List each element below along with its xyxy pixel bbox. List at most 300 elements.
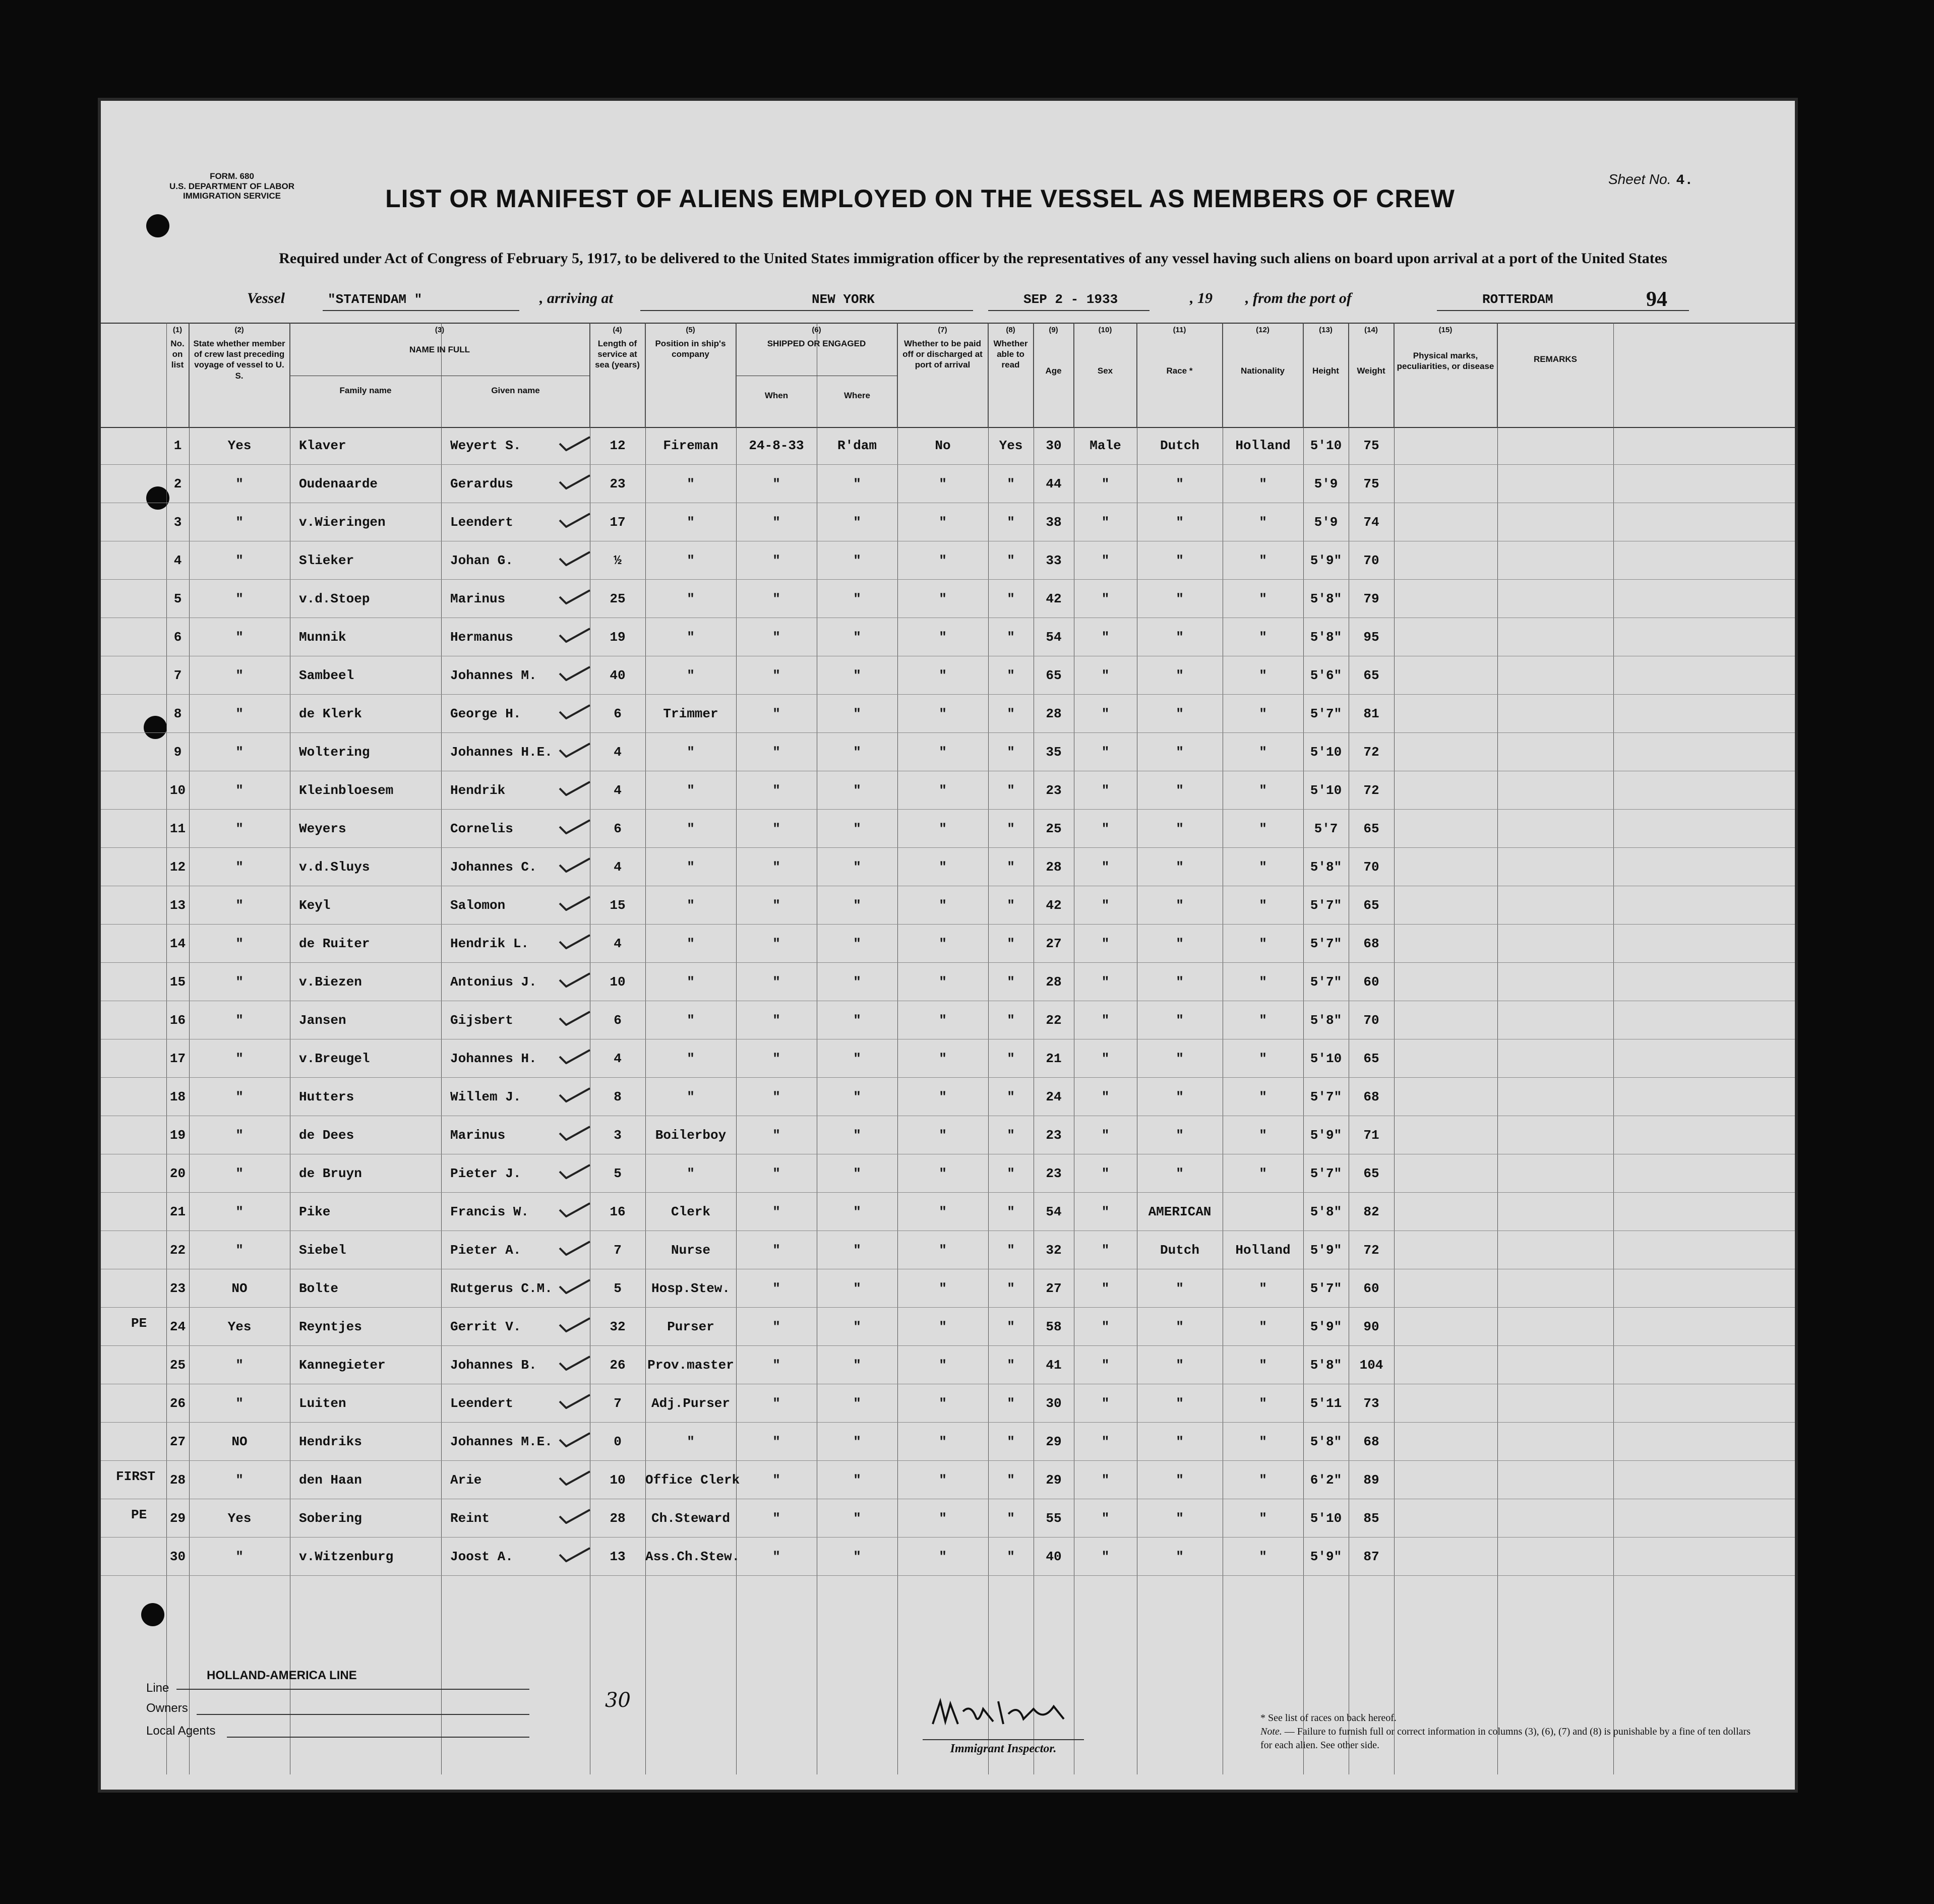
cell-read: " [1007, 1051, 1015, 1066]
cell-prev: " [235, 783, 244, 798]
cell-service: 7 [614, 1243, 622, 1258]
cell-weight: 85 [1363, 1511, 1379, 1526]
cell-paid: " [939, 821, 947, 836]
cell-position: " [687, 783, 695, 798]
table-row [101, 962, 1795, 1001]
cell-paid: " [939, 783, 947, 798]
table-row [101, 1039, 1795, 1078]
line-label: Line [146, 1681, 169, 1695]
table-row [101, 579, 1795, 618]
cell-prev: " [235, 1243, 244, 1258]
cell-given: Arie [450, 1472, 482, 1488]
cell-given: Rutgerus C.M. [450, 1281, 553, 1296]
cell-given: Willem J. [450, 1089, 521, 1104]
cell-race: AMERICAN [1148, 1204, 1212, 1219]
cell-race: " [1176, 974, 1184, 990]
cell-family: Munnik [299, 630, 346, 645]
cell-height: 5'10 [1310, 438, 1342, 453]
cell-weight: 87 [1363, 1549, 1379, 1564]
cell-age: 65 [1046, 668, 1062, 683]
cell-sex: " [1101, 1281, 1110, 1296]
cell-height: 5'8" [1310, 630, 1342, 645]
cell-age: 27 [1046, 936, 1062, 951]
cell-no: 1 [173, 438, 182, 453]
cell-service: 32 [610, 1319, 626, 1334]
cell-read: " [1007, 1013, 1015, 1028]
note-label: Note. [1260, 1726, 1282, 1737]
punch-hole [141, 1603, 164, 1626]
table-row [101, 1231, 1795, 1269]
cell-paid: " [939, 1281, 947, 1296]
col-given-name: Given name [491, 386, 540, 395]
cell-age: 42 [1046, 591, 1062, 606]
checkmark [557, 934, 592, 949]
cell-sex: " [1101, 783, 1110, 798]
cell-height: 5'6" [1310, 668, 1342, 683]
cell-sex: Male [1090, 438, 1121, 453]
cell-given: Cornelis [450, 821, 513, 836]
cell-nat: " [1259, 1511, 1267, 1526]
cell-race: " [1176, 1358, 1184, 1373]
cell-given: Hendrik L. [450, 936, 529, 951]
col-nationality: (12) Nationality [1223, 324, 1303, 427]
cell-height: 5'9" [1310, 1128, 1342, 1143]
checkmark [557, 704, 592, 719]
cell-weight: 71 [1363, 1128, 1379, 1143]
cell-no: 27 [169, 1434, 186, 1449]
table-row [101, 503, 1795, 541]
cell-no: 23 [169, 1281, 186, 1296]
cell-where: R'dam [837, 438, 877, 453]
cell-height: 5'9" [1310, 1243, 1342, 1258]
cell-read: " [1007, 1319, 1015, 1334]
underline [988, 310, 1150, 311]
col-read: (8) Whether able to read [988, 324, 1034, 427]
cell-when: " [772, 1051, 780, 1066]
cell-sex: " [1101, 745, 1110, 760]
cell-no: 24 [169, 1319, 186, 1334]
cell-sex: " [1101, 1549, 1110, 1564]
table-row [101, 1154, 1795, 1193]
cell-service: 23 [610, 476, 626, 492]
cell-no: 13 [169, 898, 186, 913]
cell-weight: 70 [1363, 1013, 1379, 1028]
cell-age: 23 [1046, 1166, 1062, 1181]
cell-where: " [853, 821, 861, 836]
cell-where: " [853, 630, 861, 645]
cell-no: 14 [169, 936, 186, 951]
cell-family: de Ruiter [299, 936, 370, 951]
cell-read: " [1007, 1166, 1015, 1181]
checkmark [557, 1356, 592, 1371]
cell-nat: " [1259, 668, 1267, 683]
cell-position: Clerk [671, 1204, 710, 1219]
checkmark [557, 1011, 592, 1026]
cell-no: 30 [169, 1549, 186, 1564]
cell-race: " [1176, 553, 1184, 568]
cell-nat: " [1259, 974, 1267, 990]
cell-sex: " [1101, 1511, 1110, 1526]
line-value: HOLLAND-AMERICA LINE [207, 1669, 357, 1682]
checkmark [557, 743, 592, 758]
service-name: IMMIGRATION SERVICE [183, 191, 281, 201]
cell-paid: " [939, 1434, 947, 1449]
checkmark [557, 1547, 592, 1562]
cell-service: 5 [614, 1281, 622, 1296]
cell-age: 23 [1046, 1128, 1062, 1143]
cell-given: Johannes H.E. [450, 745, 553, 760]
cell-height: 5'7 [1314, 821, 1338, 836]
cell-race: " [1176, 1128, 1184, 1143]
cell-service: 4 [614, 859, 622, 875]
cell-read: " [1007, 1434, 1015, 1449]
cell-where: " [853, 1013, 861, 1028]
cell-height: 5'7" [1310, 1166, 1342, 1181]
cell-no: 9 [173, 745, 182, 760]
cell-position: " [687, 859, 695, 875]
table-row [101, 426, 1795, 465]
cell-where: " [853, 1434, 861, 1449]
cell-paid: No [935, 438, 951, 453]
cell-weight: 81 [1363, 706, 1379, 721]
cell-read: " [1007, 783, 1015, 798]
cell-paid: " [939, 1089, 947, 1104]
cell-prev: " [235, 591, 244, 606]
cell-prev: " [235, 936, 244, 951]
cell-service: 25 [610, 591, 626, 606]
cell-height: 5'8" [1310, 591, 1342, 606]
cell-paid: " [939, 1128, 947, 1143]
cell-service: 26 [610, 1358, 626, 1373]
cell-age: 41 [1046, 1358, 1062, 1373]
cell-paid: " [939, 706, 947, 721]
cell-weight: 95 [1363, 630, 1379, 645]
cell-race: " [1176, 1549, 1184, 1564]
cell-sex: " [1101, 668, 1110, 683]
cell-weight: 90 [1363, 1319, 1379, 1334]
cell-prev: " [235, 630, 244, 645]
cell-paid: " [939, 1358, 947, 1373]
cell-family: Kleinbloesem [299, 783, 394, 798]
cell-family: Pike [299, 1204, 331, 1219]
cell-nat: Holland [1235, 438, 1291, 453]
cell-where: " [853, 1128, 861, 1143]
cell-family: de Klerk [299, 706, 362, 721]
cell-height: 5'7" [1310, 974, 1342, 990]
cell-given: Hendrik [450, 783, 506, 798]
cell-position: " [687, 745, 695, 760]
cell-no: 29 [169, 1511, 186, 1526]
cell-paid: " [939, 591, 947, 606]
cell-prev: " [235, 1051, 244, 1066]
cell-height: 5'7" [1310, 1089, 1342, 1104]
cell-race: " [1176, 1319, 1184, 1334]
cell-family: de Bruyn [299, 1166, 362, 1181]
cell-height: 5'9 [1314, 476, 1338, 492]
cell-when: " [772, 821, 780, 836]
manifest-sheet [101, 101, 1795, 1790]
cell-given: Johan G. [450, 553, 513, 568]
cell-sex: " [1101, 821, 1110, 836]
cell-sex: " [1101, 515, 1110, 530]
cell-race: " [1176, 1166, 1184, 1181]
cell-given: Pieter J. [450, 1166, 521, 1181]
immigrant-inspector-label: Immigrant Inspector. [923, 1739, 1084, 1756]
checkmark [557, 1394, 592, 1409]
cell-weight: 70 [1363, 859, 1379, 875]
cell-where: " [853, 1396, 861, 1411]
cell-paid: " [939, 630, 947, 645]
underline [640, 310, 973, 311]
cell-age: 27 [1046, 1281, 1062, 1296]
cell-age: 29 [1046, 1434, 1062, 1449]
checkmark [557, 666, 592, 681]
cell-height: 5'8" [1310, 1434, 1342, 1449]
cell-nat: " [1259, 821, 1267, 836]
col-remarks: REMARKS [1534, 354, 1577, 364]
cell-weight: 79 [1363, 591, 1379, 606]
cell-when: " [772, 515, 780, 530]
cell-age: 22 [1046, 1013, 1062, 1028]
cell-nat: Holland [1235, 1243, 1291, 1258]
cell-paid: " [939, 476, 947, 492]
cell-paid: " [939, 515, 947, 530]
cell-given: Pieter A. [450, 1243, 521, 1258]
cell-read: " [1007, 515, 1015, 530]
cell-height: 5'8" [1310, 1013, 1342, 1028]
cell-service: 4 [614, 745, 622, 760]
cell-read: " [1007, 1281, 1015, 1296]
cell-when: " [772, 859, 780, 875]
cell-sex: " [1101, 1013, 1110, 1028]
cell-read: " [1007, 553, 1015, 568]
cell-given: Gijsbert [450, 1013, 513, 1028]
cell-height: 5'9" [1310, 1549, 1342, 1564]
cell-when: 24-8-33 [749, 438, 804, 453]
cell-no: 4 [173, 553, 182, 568]
cell-family: Woltering [299, 745, 370, 760]
cell-service: ½ [614, 553, 622, 568]
underline [227, 1737, 529, 1738]
col-age: (9) Age [1034, 324, 1074, 427]
cell-service: 28 [610, 1511, 626, 1526]
col-race: (11) Race * [1137, 324, 1223, 427]
cell-height: 6'2" [1310, 1472, 1342, 1488]
page-number: 94 [1646, 288, 1667, 311]
vessel-name: "STATENDAM " [328, 292, 422, 307]
cell-read: " [1007, 591, 1015, 606]
checkmark [557, 589, 592, 604]
cell-height: 5'10 [1310, 1051, 1342, 1066]
cell-no: 11 [169, 821, 186, 836]
checkmark [557, 1241, 592, 1256]
cell-read: Yes [999, 438, 1023, 453]
cell-where: " [853, 1358, 861, 1373]
cell-weight: 60 [1363, 974, 1379, 990]
footnote [1260, 1711, 1765, 1752]
cell-nat: " [1259, 936, 1267, 951]
cell-service: 6 [614, 821, 622, 836]
cell-prev: " [235, 859, 244, 875]
cell-race: " [1176, 745, 1184, 760]
cell-no: 3 [173, 515, 182, 530]
cell-where: " [853, 1204, 861, 1219]
cell-position: Office Clerk [645, 1472, 740, 1488]
cell-nat: " [1259, 1013, 1267, 1028]
cell-weight: 72 [1363, 783, 1379, 798]
cell-family: Oudenaarde [299, 476, 378, 492]
cell-age: 30 [1046, 438, 1062, 453]
cell-family: Hendriks [299, 1434, 362, 1449]
cell-service: 15 [610, 898, 626, 913]
underline [323, 310, 519, 311]
checkmark [557, 474, 592, 489]
cell-where: " [853, 1051, 861, 1066]
cell-when: " [772, 668, 780, 683]
race-footnote: * See list of races on back hereof. [1260, 1712, 1397, 1724]
cell-read: " [1007, 898, 1015, 913]
cell-sex: " [1101, 553, 1110, 568]
form-number: FORM. 680 [210, 171, 254, 181]
cell-nat: " [1259, 1166, 1267, 1181]
cell-position: " [687, 553, 695, 568]
cell-weight: 65 [1363, 821, 1379, 836]
cell-nat: " [1259, 515, 1267, 530]
cell-prev: Yes [227, 438, 252, 453]
table-row [101, 732, 1795, 771]
cell-nat: " [1259, 553, 1267, 568]
cell-given: Marinus [450, 591, 506, 606]
cell-age: 54 [1046, 1204, 1062, 1219]
cell-read: " [1007, 936, 1015, 951]
cell-age: 58 [1046, 1319, 1062, 1334]
cell-sex: " [1101, 1396, 1110, 1411]
cell-weight: 74 [1363, 515, 1379, 530]
cell-given: George H. [450, 706, 521, 721]
cell-read: " [1007, 706, 1015, 721]
cell-race: " [1176, 706, 1184, 721]
cell-no: 8 [173, 706, 182, 721]
cell-age: 30 [1046, 1396, 1062, 1411]
checkmark [557, 781, 592, 796]
cell-family: Reyntjes [299, 1319, 362, 1334]
cell-when: " [772, 1204, 780, 1219]
cell-position: Nurse [671, 1243, 710, 1258]
cell-prev: Yes [227, 1511, 252, 1526]
cell-where: " [853, 936, 861, 951]
inspector-signature [928, 1694, 1069, 1734]
cell-race: " [1176, 630, 1184, 645]
cell-sex: " [1101, 591, 1110, 606]
cell-age: 32 [1046, 1243, 1062, 1258]
cell-service: 6 [614, 706, 622, 721]
cell-position: " [687, 1013, 695, 1028]
cell-where: " [853, 476, 861, 492]
cell-where: " [853, 745, 861, 760]
col-where: Where [844, 391, 870, 400]
cell-where: " [853, 1089, 861, 1104]
checkmark [557, 1432, 592, 1447]
cell-nat: " [1259, 745, 1267, 760]
margin-note: FIRST [116, 1469, 156, 1484]
cell-position: Prov.master [647, 1358, 734, 1373]
cell-race: " [1176, 898, 1184, 913]
cell-where: " [853, 706, 861, 721]
cell-given: Gerrit V. [450, 1319, 521, 1334]
cell-service: 4 [614, 936, 622, 951]
cell-sex: " [1101, 1243, 1110, 1258]
cell-sex: " [1101, 974, 1110, 990]
cell-when: " [772, 936, 780, 951]
checkmark [557, 436, 592, 451]
cell-service: 0 [614, 1434, 622, 1449]
cell-height: 5'9" [1310, 1319, 1342, 1334]
checkmark [557, 1202, 592, 1217]
cell-weight: 73 [1363, 1396, 1379, 1411]
cell-when: " [772, 1434, 780, 1449]
handwritten-total: 30 [605, 1689, 631, 1712]
cell-nat: " [1259, 1051, 1267, 1066]
cell-read: " [1007, 668, 1015, 683]
cell-paid: " [939, 1166, 947, 1181]
cell-no: 10 [169, 783, 186, 798]
cell-prev: " [235, 553, 244, 568]
cell-prev: " [235, 1013, 244, 1028]
checkmark [557, 513, 592, 528]
cell-height: 5'7" [1310, 1281, 1342, 1296]
owners-label: Owners [146, 1701, 188, 1715]
cell-position: Trimmer [663, 706, 718, 721]
cell-given: Johannes B. [450, 1358, 537, 1373]
cell-position: Hosp.Stew. [651, 1281, 731, 1296]
cell-nat: " [1259, 1319, 1267, 1334]
cell-race: " [1176, 1013, 1184, 1028]
cell-family: v.Witzenburg [299, 1549, 394, 1564]
cell-weight: 65 [1363, 668, 1379, 683]
cell-age: 29 [1046, 1472, 1062, 1488]
cell-nat: " [1259, 898, 1267, 913]
cell-where: " [853, 1549, 861, 1564]
cell-height: 5'7" [1310, 898, 1342, 913]
cell-no: 19 [169, 1128, 186, 1143]
cell-position: " [687, 821, 695, 836]
table-row [101, 1077, 1795, 1116]
cell-age: 44 [1046, 476, 1062, 492]
cell-sex: " [1101, 1358, 1110, 1373]
cell-read: " [1007, 1358, 1015, 1373]
cell-no: 18 [169, 1089, 186, 1104]
col-service: (4) Length of service at sea (years) [590, 324, 645, 427]
cell-weight: 75 [1363, 438, 1379, 453]
cell-service: 7 [614, 1396, 622, 1411]
cell-given: Johannes M. [450, 668, 537, 683]
cell-weight: 68 [1363, 936, 1379, 951]
cell-where: " [853, 1472, 861, 1488]
cell-no: 16 [169, 1013, 186, 1028]
cell-age: 33 [1046, 553, 1062, 568]
cell-when: " [772, 1013, 780, 1028]
document-subtitle: Required under Act of Congress of February 5, 1917, to be delivered to the United States immigration officer by the representatives of any vessel having such aliens on board upon arrival at a port of the United States [279, 250, 1667, 267]
cell-where: " [853, 591, 861, 606]
cell-family: Klaver [299, 438, 346, 453]
cell-read: " [1007, 821, 1015, 836]
cell-paid: " [939, 668, 947, 683]
cell-nat: " [1259, 1472, 1267, 1488]
cell-age: 24 [1046, 1089, 1062, 1104]
cell-height: 5'10 [1310, 1511, 1342, 1526]
checkmark [557, 551, 592, 566]
table-row [101, 1345, 1795, 1384]
